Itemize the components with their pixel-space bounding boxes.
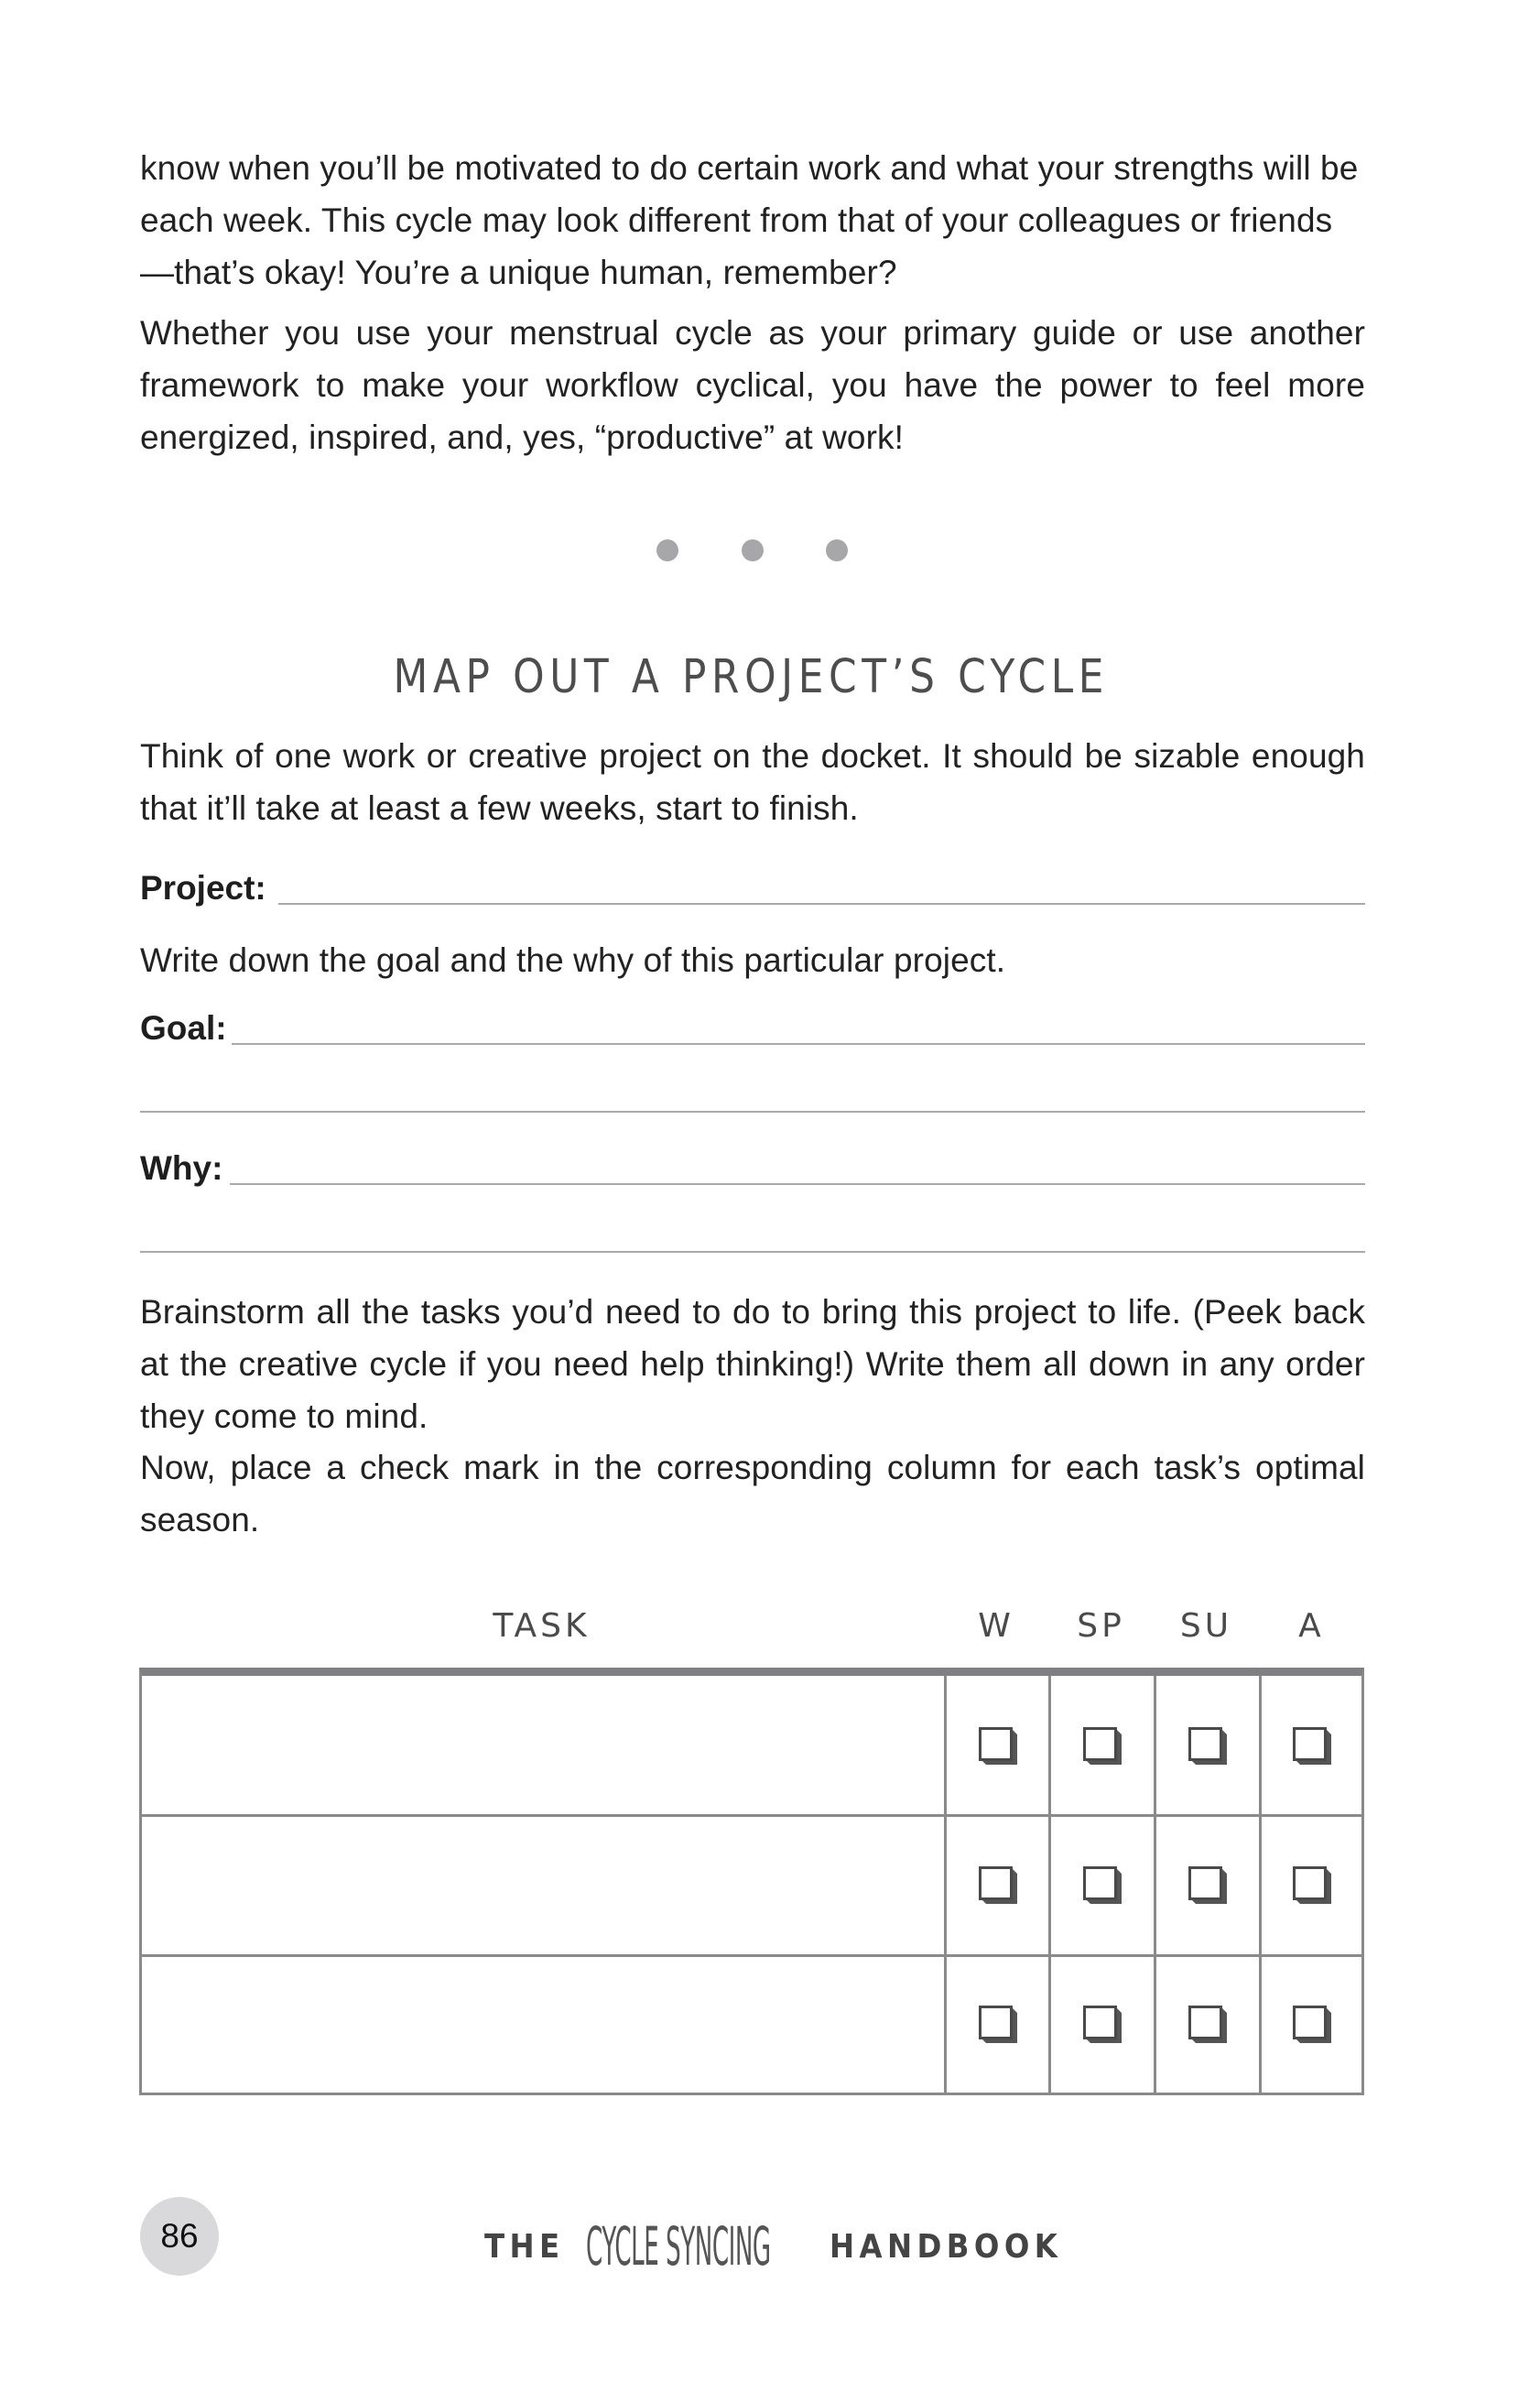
instructions-project: Think of one work or creative project on the docket. It should be sizable enough that it’ll take at least a few weeks, start to finish. — [140, 737, 1365, 827]
empty-checkbox-icon — [979, 1866, 1017, 1905]
instructions-brainstorm: Brainstorm all the tasks you’d need to do to bring this project to life. (Peek back at the creative cycle if you need help thinking!) Write them all down in any order they come to mind. — [140, 1293, 1365, 1435]
empty-checkbox-icon — [1083, 1727, 1122, 1766]
empty-checkbox-icon — [979, 2006, 1017, 2044]
dot-icon — [826, 539, 848, 561]
winter-cell — [944, 1817, 1048, 1954]
goal-label: Goal: — [140, 1009, 227, 1047]
empty-checkbox-icon — [1293, 2006, 1331, 2044]
task-cell[interactable] — [142, 1676, 944, 1816]
autumn-cell — [1259, 1676, 1361, 1816]
why-input-line[interactable] — [230, 1183, 1365, 1185]
spring-cell — [1048, 1957, 1154, 2093]
winter-checkbox[interactable] — [979, 1866, 1017, 1905]
summer-checkbox[interactable] — [1188, 2006, 1227, 2044]
autumn-checkbox[interactable] — [1293, 1727, 1331, 1766]
task-cell[interactable] — [142, 1817, 944, 1954]
empty-checkbox-icon — [1188, 1866, 1227, 1905]
book-title-script: CYCLE SYNCING — [586, 2215, 771, 2278]
summer-cell — [1154, 1957, 1259, 2093]
empty-checkbox-icon — [1293, 1727, 1331, 1766]
empty-checkbox-icon — [1293, 1866, 1331, 1905]
column-header-spring: SP — [1077, 1607, 1125, 1645]
autumn-cell — [1259, 1817, 1361, 1954]
summer-checkbox[interactable] — [1188, 1866, 1227, 1905]
instructions-goal-why: Write down the goal and the why of this particular project. — [140, 941, 1006, 979]
task-cell[interactable] — [142, 1957, 944, 2093]
column-header-summer: SU — [1179, 1607, 1233, 1645]
spring-checkbox[interactable] — [1083, 1866, 1122, 1905]
goal-input-line[interactable] — [232, 1043, 1365, 1045]
summer-cell — [1154, 1676, 1259, 1816]
empty-checkbox-icon — [1188, 2006, 1227, 2044]
empty-checkbox-icon — [1083, 2006, 1122, 2044]
instructions-check-mark: Now, place a check mark in the corresponding column for each task’s optimal season. — [140, 1449, 1365, 1538]
book-title-suffix: HANDBOOK — [830, 2227, 1063, 2266]
page-number-badge — [140, 2197, 219, 2276]
winter-cell — [944, 1676, 1048, 1816]
page-number: 86 — [160, 2217, 199, 2255]
empty-checkbox-icon — [1188, 1727, 1227, 1766]
intro-paragraph-1: know when you’ll be motivated to do certain work and what your strengths will be each week. This cycle may look different from that of your colleagues or friends—that’s okay! You’re a unique human, remember? — [140, 149, 1359, 291]
dot-icon — [656, 539, 678, 561]
goal-input-line-2[interactable] — [140, 1111, 1365, 1113]
section-title: MAP OUT A PROJECT’S CYCLE — [393, 650, 1110, 704]
winter-cell — [944, 1957, 1048, 2093]
table-row — [142, 1814, 1361, 1954]
task-season-table — [139, 1668, 1364, 2095]
summer-cell — [1154, 1817, 1259, 1954]
project-input-line[interactable] — [278, 903, 1365, 905]
why-input-line-2[interactable] — [140, 1251, 1365, 1253]
column-header-winter: W — [978, 1607, 1014, 1645]
intro-paragraph-2: Whether you use your menstrual cycle as your primary guide or use another framework to make your workflow cyclical, you have the power to feel more energized, inspired, and, yes, “productive” at work! — [140, 314, 1365, 456]
book-title-prefix: THE — [484, 2227, 565, 2266]
autumn-checkbox[interactable] — [1293, 2006, 1331, 2044]
column-header-autumn: A — [1298, 1607, 1325, 1645]
table-row — [142, 1954, 1361, 2093]
spring-cell — [1048, 1676, 1154, 1816]
empty-checkbox-icon — [1083, 1866, 1122, 1905]
empty-checkbox-icon — [979, 1727, 1017, 1766]
table-row — [142, 1676, 1361, 1816]
autumn-cell — [1259, 1957, 1361, 2093]
running-footer — [484, 2214, 1089, 2278]
column-header-task: TASK — [493, 1607, 591, 1645]
project-label: Project: — [140, 869, 266, 907]
winter-checkbox[interactable] — [979, 1727, 1017, 1766]
spring-checkbox[interactable] — [1083, 2006, 1122, 2044]
spring-checkbox[interactable] — [1083, 1727, 1122, 1766]
three-dots-divider-icon — [0, 539, 1540, 561]
why-label: Why: — [140, 1149, 223, 1187]
summer-checkbox[interactable] — [1188, 1727, 1227, 1766]
winter-checkbox[interactable] — [979, 2006, 1017, 2044]
spring-cell — [1048, 1817, 1154, 1954]
autumn-checkbox[interactable] — [1293, 1866, 1331, 1905]
dot-icon — [742, 539, 764, 561]
